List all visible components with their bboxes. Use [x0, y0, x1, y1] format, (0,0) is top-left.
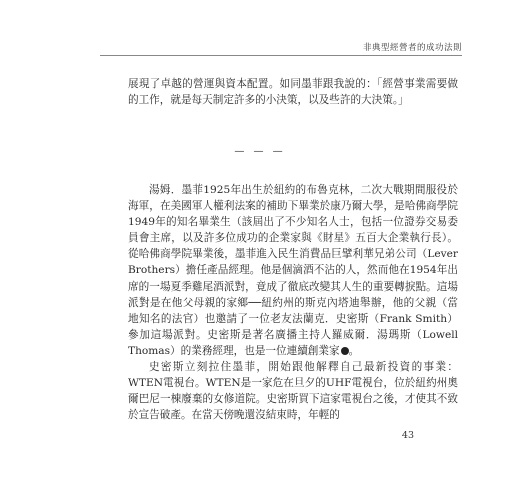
paragraph-murphy-bio-end: 。: [348, 344, 360, 357]
footnote-marker-icon[interactable]: 1: [341, 347, 349, 355]
page-number: 43: [401, 430, 414, 441]
opening-paragraph-text: 展現了卓越的營運與資本配置。如同墨菲跟我說的：「經營事業需要做的工作，就是每天制定許多的小決策，以及些許的大決策。」: [128, 78, 458, 107]
paragraph-murphy-bio: [128, 182, 458, 359]
paragraph-smith-wten: 史密斯立刻拉住墨菲，開始跟他解釋自己最新投資的事業：WTEN電視台。WTEN是一家危在旦夕的UHF電視台，位於紐約州奧爾巴尼一棟廢棄的女修道院。史密斯買下這家電視台之後，才使其不致於宣告破產。在當天傍晚還沒結束時，年輕的: [128, 361, 458, 422]
opening-paragraph: [128, 76, 458, 108]
header-rule: [100, 55, 462, 56]
body-text: [128, 182, 458, 423]
section-divider: — — —: [234, 146, 286, 157]
paragraph-murphy-bio-text: 湯姆．墨菲1925年出生於紐約的布魯克林，二次大戰期間服役於海軍，在美國軍人權利法案的補助下畢業於康乃爾大學，是哈佛商學院1949年的知名畢業生（該屆出了不少知名人士，包括一位證券交易委員會主席，以及許多位成功的企業家與《財星》五百大企業執行長）。從哈佛商學院畢業後，墨菲進入民生消費品巨擘利華兄弟公司（Lever Brothers）擔任產品經理。他是個滴酒不沾的人，然而他在1954年出席的一場夏季雞尾酒派對，竟成了徹底改變其人生的重要轉捩點。這場派對是在他父母親的家鄉──紐約州的斯克內塔迪舉辦，他的父親（當地知名的法官）也邀請了一位老友法蘭克．史密斯（Frank Smith）參加這場派對。史密斯是著名廣播主持人羅威爾．湯瑪斯（Lowell Thomas）的業務經理，也是一位連續創業家: [128, 184, 458, 357]
running-head: 非典型經營者的成功法則: [362, 43, 462, 53]
